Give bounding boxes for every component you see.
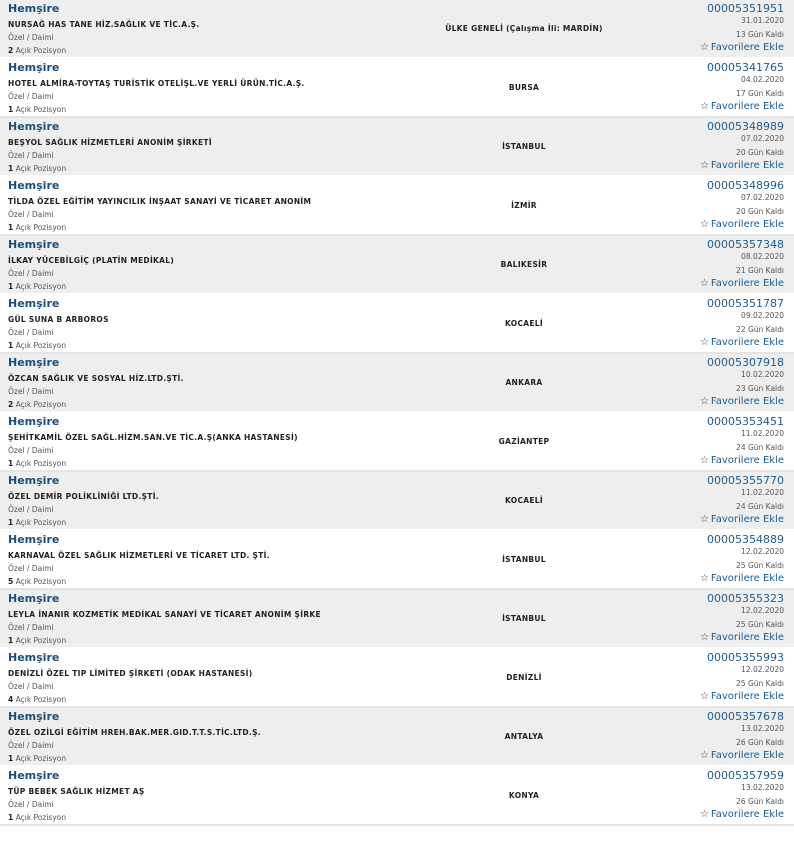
star-icon: ☆	[699, 750, 709, 761]
listing-code-link[interactable]: 00005357348	[707, 238, 784, 251]
job-location: ANKARA	[505, 378, 543, 387]
open-positions-count: 1	[8, 223, 14, 232]
open-positions	[8, 223, 66, 232]
listing-code-link[interactable]: 00005357959	[707, 769, 784, 782]
open-positions-count: 1	[8, 636, 14, 645]
open-positions	[8, 695, 66, 704]
days-remaining: 20 Gün Kaldı	[736, 148, 784, 157]
days-remaining: 24 Gün Kaldı	[736, 443, 784, 452]
listing-code-link[interactable]: 00005353451	[707, 415, 784, 428]
star-icon: ☆	[699, 219, 709, 230]
job-title-link[interactable]: Hemşire	[8, 238, 60, 251]
open-positions-label: Açık Pozisyon	[15, 577, 67, 586]
job-location: İZMİR	[511, 201, 537, 210]
listing-date: 13.02.2020	[741, 783, 784, 792]
add-to-favorites-link[interactable]	[700, 691, 784, 702]
open-positions-label: Açık Pozisyon	[15, 695, 67, 704]
listing-code-link[interactable]: 00005354889	[707, 533, 784, 546]
listing-code-link[interactable]: 00005348996	[707, 179, 784, 192]
job-title-link[interactable]: Hemşire	[8, 179, 60, 192]
open-positions	[8, 282, 66, 291]
add-to-favorites-label: Favorilere Ekle	[710, 750, 784, 761]
star-icon: ☆	[699, 101, 709, 112]
open-positions	[8, 341, 66, 350]
listing-date: 07.02.2020	[741, 134, 784, 143]
open-positions	[8, 813, 66, 822]
job-listing-row	[0, 295, 794, 354]
open-positions-label: Açık Pozisyon	[15, 164, 67, 173]
listing-date: 08.02.2020	[741, 252, 784, 261]
listing-date: 12.02.2020	[741, 606, 784, 615]
days-remaining: 24 Gün Kaldı	[736, 502, 784, 511]
job-title-link[interactable]: Hemşire	[8, 297, 60, 310]
listing-date: 31.01.2020	[741, 16, 784, 25]
open-positions-label: Açık Pozisyon	[15, 518, 67, 527]
open-positions-count: 1	[8, 341, 14, 350]
add-to-favorites-label: Favorilere Ekle	[710, 514, 784, 525]
listing-date: 13.02.2020	[741, 724, 784, 733]
company-name: HOTEL ALMİRA-TOYTAŞ TURİSTİK OTELİŞL.VE YERLİ ÜRÜN.TİC.A.Ş.	[8, 79, 305, 88]
listing-code-link[interactable]: 00005355993	[707, 651, 784, 664]
listing-date: 04.02.2020	[741, 75, 784, 84]
add-to-favorites-label: Favorilere Ekle	[710, 573, 784, 584]
company-name: TÜP BEBEK SAĞLIK HİZMET AŞ	[8, 787, 145, 796]
days-remaining: 17 Gün Kaldı	[736, 89, 784, 98]
employment-type: Özel / Daimi	[8, 387, 54, 396]
listing-code-link[interactable]: 00005307918	[707, 356, 784, 369]
add-to-favorites-link[interactable]	[700, 750, 784, 761]
employment-type: Özel / Daimi	[8, 151, 54, 160]
add-to-favorites-label: Favorilere Ekle	[710, 337, 784, 348]
employment-type: Özel / Daimi	[8, 682, 54, 691]
listing-date: 11.02.2020	[741, 488, 784, 497]
job-listing-row	[0, 708, 794, 767]
company-name: ÖZEL OZİLGİ EĞİTİM HREH.BAK.MER.GID.T.T.S.TİC.LTD.Ş.	[8, 728, 261, 737]
open-positions-label: Açık Pozisyon	[15, 636, 67, 645]
job-location: ANTALYA	[504, 732, 544, 741]
open-positions-label: Açık Pozisyon	[15, 813, 67, 822]
add-to-favorites-link[interactable]	[700, 514, 784, 525]
open-positions	[8, 577, 66, 586]
job-title-link[interactable]: Hemşire	[8, 710, 60, 723]
listing-date: 07.02.2020	[741, 193, 784, 202]
add-to-favorites-label: Favorilere Ekle	[710, 455, 784, 466]
employment-type: Özel / Daimi	[8, 505, 54, 514]
job-title-link[interactable]: Hemşire	[8, 769, 60, 782]
company-name: DENİZLİ ÖZEL TIP LİMİTED ŞİRKETİ (ODAK HASTANESİ)	[8, 669, 253, 678]
open-positions-count: 2	[8, 400, 14, 409]
job-title-link[interactable]: Hemşire	[8, 61, 60, 74]
job-title-link[interactable]: Hemşire	[8, 533, 60, 546]
add-to-favorites-link[interactable]	[700, 42, 784, 53]
employment-type: Özel / Daimi	[8, 800, 54, 809]
job-listing-row	[0, 177, 794, 236]
job-title-link[interactable]: Hemşire	[8, 356, 60, 369]
add-to-favorites-link[interactable]	[700, 632, 784, 643]
open-positions-label: Açık Pozisyon	[15, 46, 67, 55]
star-icon: ☆	[699, 691, 709, 702]
star-icon: ☆	[699, 514, 709, 525]
company-name: NURSAĞ HAS TANE HİZ.SAĞLIK VE TİC.A.Ş.	[8, 20, 200, 29]
job-listing-row	[0, 118, 794, 177]
company-name: GÜL SUNA B ARBOROS	[8, 315, 109, 324]
listing-date: 11.02.2020	[741, 429, 784, 438]
days-remaining: 26 Gün Kaldı	[736, 738, 784, 747]
open-positions-count: 1	[8, 754, 14, 763]
listing-date: 12.02.2020	[741, 665, 784, 674]
open-positions-count: 1	[8, 813, 14, 822]
employment-type: Özel / Daimi	[8, 623, 54, 632]
listing-code-link[interactable]: 00005355323	[707, 592, 784, 605]
company-name: LEYLA İNANIR KOZMETİK MEDİKAL SANAYİ VE TİCARET ANONİM ŞİRKE	[8, 610, 321, 619]
employment-type: Özel / Daimi	[8, 269, 54, 278]
star-icon: ☆	[699, 632, 709, 643]
job-listing-row	[0, 767, 794, 826]
employment-type: Özel / Daimi	[8, 210, 54, 219]
add-to-favorites-label: Favorilere Ekle	[710, 101, 784, 112]
days-remaining: 20 Gün Kaldı	[736, 207, 784, 216]
job-listing-row	[0, 354, 794, 413]
add-to-favorites-link[interactable]	[700, 160, 784, 171]
job-location: ÜLKE GENELİ (Çalışma İli: MARDİN)	[445, 24, 603, 33]
listing-code-link[interactable]: 00005355770	[707, 474, 784, 487]
company-name: BEŞYOL SAĞLIK HİZMETLERİ ANONİM ŞİRKETİ	[8, 138, 212, 147]
add-to-favorites-link[interactable]	[700, 396, 784, 407]
add-to-favorites-label: Favorilere Ekle	[710, 42, 784, 53]
add-to-favorites-link[interactable]	[700, 809, 784, 820]
star-icon: ☆	[699, 337, 709, 348]
open-positions	[8, 518, 66, 527]
open-positions-label: Açık Pozisyon	[15, 459, 67, 468]
add-to-favorites-link[interactable]	[700, 337, 784, 348]
employment-type: Özel / Daimi	[8, 92, 54, 101]
company-name: ÖZEL DEMİR POLİKLİNİĞİ LTD.ŞTİ.	[8, 492, 159, 501]
job-listing-row	[0, 649, 794, 708]
job-listing-row	[0, 472, 794, 531]
days-remaining: 21 Gün Kaldı	[736, 266, 784, 275]
employment-type: Özel / Daimi	[8, 446, 54, 455]
open-positions-count: 4	[8, 695, 14, 704]
listing-code-link[interactable]: 00005348989	[707, 120, 784, 133]
job-listing-row	[0, 590, 794, 649]
job-listing-row	[0, 413, 794, 472]
company-name: KARNAVAL ÖZEL SAĞLIK HİZMETLERİ VE TİCARET LTD. ŞTİ.	[8, 551, 270, 560]
open-positions-count: 1	[8, 282, 14, 291]
job-location: KONYA	[508, 791, 540, 800]
open-positions	[8, 636, 66, 645]
add-to-favorites-label: Favorilere Ekle	[710, 219, 784, 230]
job-listing-row	[0, 531, 794, 590]
add-to-favorites-label: Favorilere Ekle	[710, 691, 784, 702]
days-remaining: 25 Gün Kaldı	[736, 620, 784, 629]
listing-code-link[interactable]: 00005341765	[707, 61, 784, 74]
open-positions-count: 1	[8, 459, 14, 468]
employment-type: Özel / Daimi	[8, 564, 54, 573]
days-remaining: 25 Gün Kaldı	[736, 561, 784, 570]
job-listing-row	[0, 59, 794, 118]
job-location: DENİZLİ	[506, 673, 542, 682]
company-name: TİLDA ÖZEL EĞİTİM YAYINCILIK İNŞAAT SANAYİ VE TİCARET ANONİM	[8, 197, 312, 206]
job-location: BALIKESİR	[500, 260, 548, 269]
job-title-link[interactable]: Hemşire	[8, 592, 60, 605]
job-location: İSTANBUL	[502, 142, 546, 151]
star-icon: ☆	[699, 42, 709, 53]
listing-date: 09.02.2020	[741, 311, 784, 320]
open-positions-label: Açık Pozisyon	[15, 282, 67, 291]
employment-type: Özel / Daimi	[8, 741, 54, 750]
add-to-favorites-label: Favorilere Ekle	[710, 632, 784, 643]
open-positions-label: Açık Pozisyon	[15, 400, 67, 409]
star-icon: ☆	[699, 396, 709, 407]
add-to-favorites-link[interactable]	[700, 455, 784, 466]
open-positions	[8, 754, 66, 763]
add-to-favorites-link[interactable]	[700, 101, 784, 112]
job-title-link[interactable]: Hemşire	[8, 120, 60, 133]
listing-code-link[interactable]: 00005351951	[707, 2, 784, 15]
days-remaining: 23 Gün Kaldı	[736, 384, 784, 393]
open-positions	[8, 400, 66, 409]
days-remaining: 26 Gün Kaldı	[736, 797, 784, 806]
add-to-favorites-link[interactable]	[700, 278, 784, 289]
open-positions	[8, 105, 66, 114]
add-to-favorites-label: Favorilere Ekle	[710, 278, 784, 289]
job-title-link[interactable]: Hemşire	[8, 651, 60, 664]
job-title-link[interactable]: Hemşire	[8, 474, 60, 487]
open-positions-label: Açık Pozisyon	[15, 105, 67, 114]
job-listing-row	[0, 0, 794, 59]
open-positions	[8, 459, 66, 468]
open-positions	[8, 46, 66, 55]
listing-date: 12.02.2020	[741, 547, 784, 556]
add-to-favorites-label: Favorilere Ekle	[710, 396, 784, 407]
job-location: GAZİANTEP	[498, 437, 550, 446]
open-positions-label: Açık Pozisyon	[15, 341, 67, 350]
listing-code-link[interactable]: 00005351787	[707, 297, 784, 310]
star-icon: ☆	[699, 278, 709, 289]
add-to-favorites-label: Favorilere Ekle	[710, 160, 784, 171]
listing-code-link[interactable]: 00005357678	[707, 710, 784, 723]
days-remaining: 22 Gün Kaldı	[736, 325, 784, 334]
job-location: BURSA	[508, 83, 540, 92]
days-remaining: 13 Gün Kaldı	[736, 30, 784, 39]
star-icon: ☆	[699, 809, 709, 820]
company-name: ŞEHİTKAMİL ÖZEL SAĞL.HİZM.SAN.VE TİC.A.Ş(ANKA HASTANESİ)	[8, 433, 298, 442]
star-icon: ☆	[699, 455, 709, 466]
open-positions-count: 1	[8, 105, 14, 114]
job-location: İSTANBUL	[502, 614, 546, 623]
add-to-favorites-label: Favorilere Ekle	[710, 809, 784, 820]
job-location: İSTANBUL	[502, 555, 546, 564]
employment-type: Özel / Daimi	[8, 328, 54, 337]
add-to-favorites-link[interactable]	[700, 219, 784, 230]
days-remaining: 25 Gün Kaldı	[736, 679, 784, 688]
company-name: İLKAY YÜCEBİLGİÇ (PLATİN MEDİKAL)	[8, 256, 175, 265]
open-positions-label: Açık Pozisyon	[15, 754, 67, 763]
job-title-link[interactable]: Hemşire	[8, 415, 60, 428]
open-positions	[8, 164, 66, 173]
add-to-favorites-link[interactable]	[700, 573, 784, 584]
star-icon: ☆	[699, 573, 709, 584]
job-location: KOCAELİ	[505, 496, 543, 505]
open-positions-count: 1	[8, 164, 14, 173]
open-positions-count: 2	[8, 46, 14, 55]
star-icon: ☆	[699, 160, 709, 171]
open-positions-label: Açık Pozisyon	[15, 223, 67, 232]
job-title-link[interactable]: Hemşire	[8, 2, 60, 15]
open-positions-count: 1	[8, 518, 14, 527]
job-location: KOCAELİ	[505, 319, 543, 328]
listing-date: 10.02.2020	[741, 370, 784, 379]
open-positions-count: 5	[8, 577, 14, 586]
job-listing-row	[0, 236, 794, 295]
company-name: ÖZCAN SAĞLIK VE SOSYAL HİZ.LTD.ŞTİ.	[8, 374, 184, 383]
employment-type: Özel / Daimi	[8, 33, 54, 42]
